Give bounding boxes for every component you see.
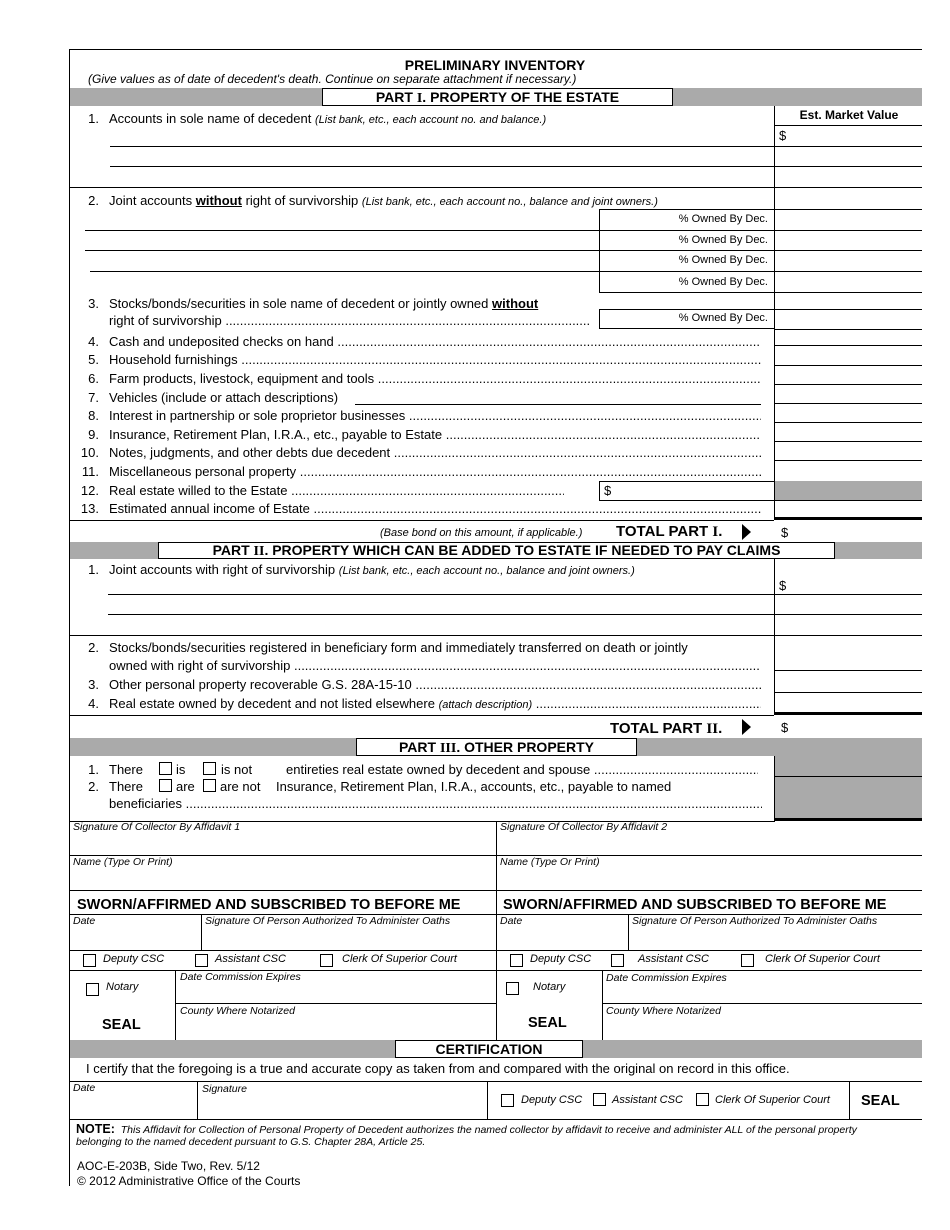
copyright: © 2012 Administrative Office of the Courts	[77, 1174, 301, 1188]
entry-line[interactable]	[110, 166, 774, 167]
is-label: is	[176, 762, 186, 777]
item-number: 13.	[80, 501, 99, 516]
part1-item-label: Real estate willed to the Estate .....	[109, 483, 564, 498]
date-field-left[interactable]: Date	[73, 915, 96, 927]
item-number: 10.	[80, 445, 99, 460]
part1-item2-label: Joint accounts without right of survivorship (List bank, etc., each account no., balance and joint owners.)	[109, 193, 658, 208]
sworn-heading-left: SWORN/AFFIRMED AND SUBSCRIBED TO BEFORE ME	[77, 897, 461, 913]
item-number: 1.	[88, 562, 99, 577]
is-not-label: is not	[221, 762, 253, 777]
deputy-csc-label: Deputy CSC	[521, 1094, 583, 1106]
assistant-csc-label: Assistant CSC	[638, 953, 709, 965]
shaded-cell	[775, 481, 922, 501]
part1-item3-label-line2: right of survivorship .....	[109, 313, 591, 328]
form-number: AOC-E-203B, Side Two, Rev. 5/12	[77, 1159, 260, 1173]
dollar-sign: $	[779, 578, 787, 593]
part1-item-label: Vehicles (include or attach descriptions)	[109, 390, 339, 405]
part2-item1-label: Joint accounts with right of survivorship (List bank, etc., each account no., balance and joint owners.)	[109, 562, 635, 577]
item-number: 3.	[88, 677, 99, 692]
total-part1-label: TOTAL PART I.	[616, 523, 723, 540]
clerk-checkbox[interactable]	[741, 954, 754, 967]
part1-title: PART I. PROPERTY OF THE ESTATE	[375, 89, 620, 106]
deputy-csc-label: Deputy CSC	[530, 953, 592, 965]
item-number: 3.	[88, 296, 99, 311]
part2-item2-label: Stocks/bonds/securities registered in beneficiary form and immediately transferred on death or jointly	[109, 640, 688, 655]
clerk-label: Clerk Of Superior Court	[342, 953, 457, 965]
owned-label: % Owned By Dec.	[678, 213, 768, 225]
sworn-heading-right: SWORN/AFFIRMED AND SUBSCRIBED TO BEFORE ME	[503, 897, 887, 913]
entry-line[interactable]	[108, 594, 922, 595]
part1-item-label: Cash and undeposited checks on hand .....	[109, 334, 761, 349]
part2-item2-label-line2: owned with right of survivorship .....	[109, 658, 761, 673]
item-number: 1.	[88, 111, 99, 126]
are-not-checkbox[interactable]	[203, 779, 216, 792]
authorized-signature-left[interactable]: Signature Of Person Authorized To Administer Oaths	[205, 915, 451, 927]
item-number: 6.	[88, 371, 99, 386]
deputy-csc-checkbox[interactable]	[501, 1094, 514, 1107]
clerk-label: Clerk Of Superior Court	[765, 953, 880, 965]
part3-item1-label: entireties real estate owned by decedent and spouse .....	[286, 762, 758, 777]
county-field-right[interactable]: County Where Notarized	[606, 1005, 721, 1017]
notary-label: Notary	[533, 981, 566, 993]
assistant-csc-checkbox[interactable]	[195, 954, 208, 967]
are-checkbox[interactable]	[159, 779, 172, 792]
certification-seal: SEAL	[861, 1093, 900, 1109]
certification-title: CERTIFICATION	[435, 1041, 543, 1057]
item-number: 1.	[88, 762, 99, 777]
part1-item3-label: Stocks/bonds/securities in sole name of decedent or jointly owned without	[109, 296, 539, 311]
note-line2: belonging to the named decedent pursuant to G.S. Chapter 28A, Article 25.	[76, 1136, 426, 1148]
item-number: 4.	[88, 696, 99, 711]
certification-date-field[interactable]: Date	[73, 1082, 96, 1094]
deputy-csc-label: Deputy CSC	[103, 953, 165, 965]
arrow-right-icon	[742, 719, 751, 735]
item-number: 4.	[88, 334, 99, 349]
part1-item-label: Interest in partnership or sole proprietor businesses .....	[109, 408, 761, 423]
form-title: PRELIMINARY INVENTORY	[404, 57, 586, 73]
arrow-right-icon	[742, 524, 751, 540]
part3-title: PART III. OTHER PROPERTY	[398, 739, 594, 756]
owned-label: % Owned By Dec.	[678, 276, 768, 288]
entry-line[interactable]	[85, 230, 922, 231]
total-part2-dollar: $	[781, 720, 789, 735]
note: NOTE: This Affidavit for Collection of Personal Property of Decedent authorizes the named collector by affidavit to receive and administer ALL of the personal property	[76, 1122, 857, 1136]
part2-item3-label: Other personal property recoverable G.S. 28A-15-10 .....	[109, 677, 761, 692]
assistant-csc-label: Assistant CSC	[215, 953, 286, 965]
item-number: 7.	[88, 390, 99, 405]
county-field-left[interactable]: County Where Notarized	[180, 1005, 295, 1017]
item-number: 8.	[88, 408, 99, 423]
notary-checkbox[interactable]	[86, 983, 99, 996]
part1-item-label: Miscellaneous personal property .....	[109, 464, 761, 479]
owned-label: % Owned By Dec.	[678, 312, 768, 324]
owned-label: % Owned By Dec.	[678, 254, 768, 266]
is-not-checkbox[interactable]	[203, 762, 216, 775]
part3-item2-label-line2: beneficiaries .....	[109, 796, 762, 811]
item-number: 11.	[81, 464, 99, 479]
shaded-cell	[775, 756, 922, 776]
seal-left: SEAL	[102, 1017, 141, 1033]
part1-item-label: Farm products, livestock, equipment and tools .....	[109, 371, 761, 386]
item-number: 2.	[88, 640, 99, 655]
are-label: are	[176, 779, 195, 794]
entry-line[interactable]	[108, 614, 922, 615]
part1-item-label: Insurance, Retirement Plan, I.R.A., etc., payable to Estate .....	[109, 427, 761, 442]
certification-signature-field[interactable]: Signature	[202, 1083, 247, 1095]
part1-item1-label: Accounts in sole name of decedent (List bank, etc., each account no. and balance.)	[109, 111, 547, 126]
seal-right: SEAL	[528, 1015, 567, 1031]
assistant-csc-checkbox[interactable]	[593, 1093, 606, 1106]
entry-line[interactable]	[85, 250, 922, 251]
entry-line[interactable]	[90, 271, 922, 272]
dollar-sign: $	[604, 483, 612, 498]
total-part1-dollar: $	[781, 525, 789, 540]
item-number: 2.	[88, 779, 99, 794]
collector1-name-field[interactable]: Name (Type Or Print)	[73, 856, 173, 868]
there-label: There	[109, 762, 143, 777]
notary-checkbox[interactable]	[506, 982, 519, 995]
clerk-label: Clerk Of Superior Court	[715, 1094, 830, 1106]
assistant-csc-label: Assistant CSC	[612, 1094, 683, 1106]
there-label: There	[109, 779, 143, 794]
part2-title: PART II. PROPERTY WHICH CAN BE ADDED TO ESTATE IF NEEDED TO PAY CLAIMS	[212, 542, 781, 559]
dollar-sign: $	[779, 128, 787, 143]
collector1-signature-field[interactable]: Signature Of Collector By Affidavit 1	[73, 821, 241, 833]
left-border	[69, 49, 70, 1186]
commission-field-left[interactable]: Date Commission Expires	[180, 971, 301, 983]
real-estate-value-box[interactable]	[599, 481, 775, 501]
clerk-checkbox[interactable]	[696, 1093, 709, 1106]
part3-item2-label: Insurance, Retirement Plan, I.R.A., accounts, etc., payable to named	[276, 779, 672, 794]
collector2-name-field[interactable]: Name (Type Or Print)	[500, 856, 600, 868]
part1-item-label: Household furnishings .....	[109, 352, 761, 367]
owned-label: % Owned By Dec.	[678, 234, 768, 246]
item-number: 2.	[88, 193, 99, 208]
bond-note: (Base bond on this amount, if applicable.)	[380, 527, 583, 539]
deputy-csc-checkbox[interactable]	[510, 954, 523, 967]
part1-item-label: Estimated annual income of Estate .....	[109, 501, 761, 516]
top-border	[69, 49, 922, 50]
commission-field-right[interactable]: Date Commission Expires	[606, 972, 727, 984]
certification-text: I certify that the foregoing is a true and accurate copy as taken from and compared with the original on record in this office.	[86, 1061, 790, 1076]
collector2-signature-field[interactable]: Signature Of Collector By Affidavit 2	[500, 821, 668, 833]
item-number: 5.	[88, 352, 99, 367]
part1-item-label: Notes, judgments, and other debts due decedent .....	[109, 445, 761, 460]
authorized-signature-right[interactable]: Signature Of Person Authorized To Administer Oaths	[632, 915, 878, 927]
are-not-label: are not	[220, 779, 261, 794]
item-number: 9.	[88, 427, 99, 442]
form-subtitle: (Give values as of date of decedent's death. Continue on separate attachment if necessary.)	[88, 72, 577, 86]
assistant-csc-checkbox[interactable]	[611, 954, 624, 967]
is-checkbox[interactable]	[159, 762, 172, 775]
entry-line[interactable]	[110, 146, 774, 147]
date-field-right[interactable]: Date	[500, 915, 523, 927]
value-column-header: Est. Market Value	[799, 108, 899, 122]
total-part2-label: TOTAL PART II.	[610, 720, 723, 737]
shaded-cell	[775, 777, 922, 818]
part2-item4-label: Real estate owned by decedent and not listed elsewhere (attach description) .....	[109, 696, 761, 711]
notary-label: Notary	[106, 981, 139, 993]
deputy-csc-checkbox[interactable]	[83, 954, 96, 967]
clerk-checkbox[interactable]	[320, 954, 333, 967]
item-number: 12.	[80, 483, 99, 498]
